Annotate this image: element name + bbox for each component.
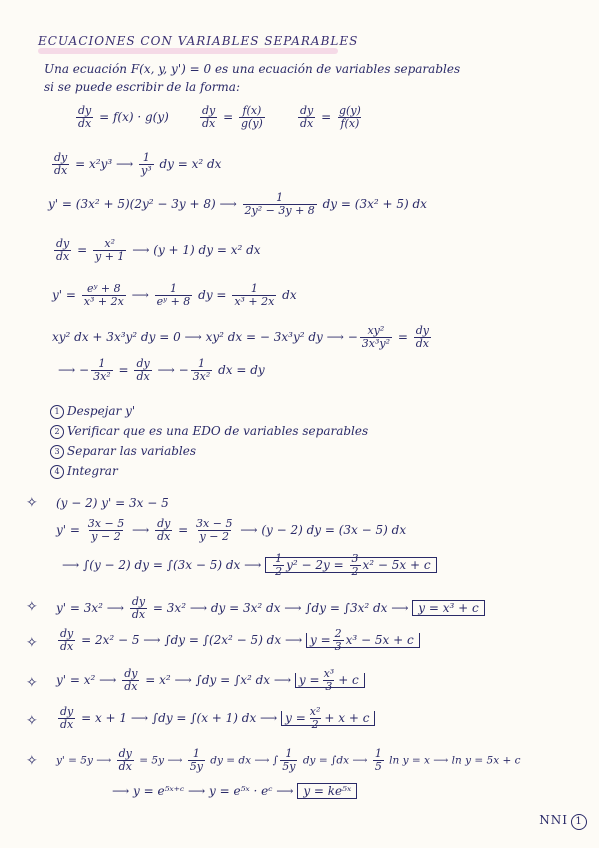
- intro-line-1: Una ecuación F(x, y, y') = 0 es una ecuación de variables separables: [44, 62, 461, 76]
- example-1: $\frac{dy}{dx}$ = x²y³ ⟶ $\frac{1}{\text{y³}}$ dy = x² dx: [54, 151, 222, 177]
- star-bullet-icon: ✧: [26, 675, 38, 691]
- step-3: 3 Separar las variables: [50, 444, 196, 459]
- title-highlight: [38, 48, 338, 54]
- page-title: ECUACIONES CON VARIABLES SEPARABLES: [38, 34, 359, 48]
- problem-6-result: y = ke⁵ˣ: [297, 783, 357, 799]
- problem-2-result: y = x³ + c: [412, 600, 484, 616]
- example-2: y' = (3x² + 5)(2y² − 3y + 8) ⟶ $\frac{1}{\text{2y² − 3y + 8}}$ dy = (3x² + 5) dx: [48, 191, 427, 217]
- problem-1-result: $\frac{1}{2}$ y² − 2y = $\frac{3}{2}$ x² − 5x + c: [265, 557, 436, 573]
- form-product: $\frac{dy}{dx}$ = f(x) · g(y): [78, 104, 169, 130]
- problem-1-line-1: (y − 2) y' = 3x − 5: [56, 496, 169, 510]
- example-5-continued: ⟶ − $\frac{1}{\text{3x²}}$ = $\frac{dy}{dx}$ ⟶ − $\frac{1}{\text{3x²}}$ dx = dy: [58, 357, 265, 383]
- step-4: 4 Integrar: [50, 464, 118, 479]
- problem-5: $\frac{dy}{dx}$ = x + 1 ⟶ ∫dy = ∫(x + 1) dx ⟶ y = $\frac{\text{x²}}{2}$ + x + c: [56, 706, 375, 731]
- step-2: 2 Verificar que es una EDO de variables separables: [50, 424, 368, 439]
- intro-line-2: si se puede escribir de la forma:: [44, 80, 241, 94]
- problem-1-line-2: y' = $\frac{3x - 5}{y - 2}$ ⟶ $\frac{dy}{dx}$ = $\frac{3x - 5}{y - 2}$ ⟶ (y − 2) dy = (3x − 5) dx: [56, 517, 407, 543]
- form-quotient-2: $\frac{dy}{dx}$ = $\frac{g(y)}{f(x)}$: [300, 104, 361, 130]
- star-bullet-icon: ✧: [26, 635, 38, 651]
- star-bullet-icon: ✧: [26, 753, 38, 769]
- star-bullet-icon: ✧: [26, 713, 38, 729]
- page-number: 1: [571, 814, 587, 830]
- problem-2: y' = 3x² ⟶ $\frac{dy}{dx}$ = 3x² ⟶ dy = 3x² dx ⟶ ∫dy = ∫3x² dx ⟶ y = x³ + c: [56, 596, 485, 621]
- problem-3: $\frac{dy}{dx}$ = 2x² − 5 ⟶ ∫dy = ∫(2x² − 5) dx ⟶ y = $\frac{2}{3}$ x³ − 5x + c: [56, 628, 420, 653]
- step-1: 1 Despejar y': [50, 404, 135, 419]
- example-4: y' = $\frac{\text{eʸ + 8}}{\text{x³ + 2x}}$ ⟶ $\frac{1}{\text{eʸ + 8}}$ dy = $\frac{1}{\text{x³ + 2x}}$ dx: [52, 282, 297, 308]
- example-5: xy² dx + 3x³y² dy = 0 ⟶ xy² dx = − 3x³y² dy ⟶ − $\frac{\text{xy²}}{\text{3x³y²}}$ = $\frac{dy}{dx}$: [52, 324, 429, 350]
- form-quotient-1: $\frac{dy}{dx}$ = $\frac{f(x)}{g(y)}$: [202, 104, 263, 130]
- problem-4: y' = x² ⟶ $\frac{dy}{dx}$ = x² ⟶ ∫dy = ∫x² dx ⟶ y = $\frac{\text{x³}}{3}$ + c: [56, 668, 365, 693]
- problem-6-continued: ⟶ y = e⁵ˣ⁺ᶜ ⟶ y = e⁵ˣ · eᶜ ⟶ y = ke⁵ˣ: [112, 784, 357, 798]
- problem-1-line-3: ⟶ ∫(y − 2) dy = ∫(3x − 5) dx ⟶ $\frac{1}{2}$ y² − 2y = $\frac{3}{2}$ x² − 5x + c: [62, 553, 437, 578]
- page-footer: [539, 813, 587, 830]
- problem-6: y' = 5y ⟶ $\frac{dy}{dx}$ = 5y ⟶ $\frac{1}{5y}$ dy = dx ⟶ ∫ $\frac{1}{5y}$ dy = ∫dx ⟶ $\frac{1}{5}$ ln y = x ⟶ ln y = 5x + c: [56, 747, 521, 773]
- footer-label: NNI: [539, 813, 568, 827]
- star-bullet-icon: ✧: [26, 599, 38, 615]
- example-3: $\frac{dy}{dx}$ = $\frac{\text{x²}}{y + 1}$ ⟶ (y + 1) dy = x² dx: [56, 237, 261, 263]
- star-bullet-icon: ✧: [26, 495, 38, 511]
